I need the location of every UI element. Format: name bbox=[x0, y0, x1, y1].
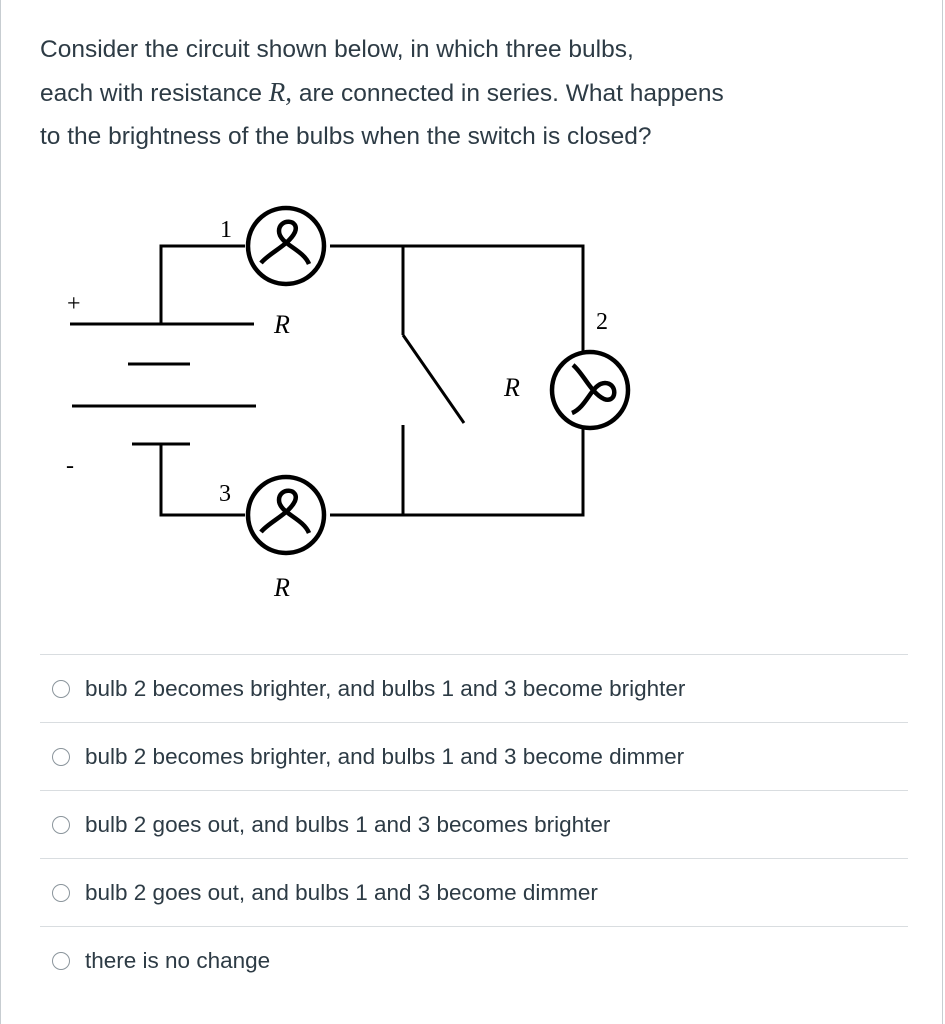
bulb-2-label: 2 bbox=[596, 309, 608, 335]
answer-option-1[interactable] bbox=[40, 654, 908, 722]
answer-option-5[interactable] bbox=[40, 926, 908, 994]
resistance-variable: R, bbox=[268, 77, 293, 107]
question-line-2 bbox=[40, 71, 900, 115]
answer-list bbox=[40, 654, 908, 994]
answer-radio-3[interactable] bbox=[52, 816, 70, 834]
answer-label-4: bulb 2 goes out, and bulbs 1 and 3 become dimmer bbox=[85, 879, 598, 905]
question-line-2-end: are connected in series. What happens bbox=[292, 80, 724, 107]
bulb-1-label: 1 bbox=[220, 217, 232, 243]
answer-radio-2[interactable] bbox=[52, 748, 70, 766]
bulb-1-resistance-label: R bbox=[274, 310, 290, 339]
answer-label-3: bulb 2 goes out, and bulbs 1 and 3 becomes brighter bbox=[85, 811, 611, 837]
wire-top-right bbox=[330, 246, 583, 363]
bulb-1 bbox=[248, 208, 324, 284]
bulb-3-resistance-label: R bbox=[274, 573, 290, 602]
question-line-2-start: each with resistance bbox=[40, 80, 269, 107]
answer-option-2[interactable] bbox=[40, 722, 908, 790]
question-line-3: to the brightness of the bulbs when the switch is closed? bbox=[40, 123, 652, 150]
answer-label-5: there is no change bbox=[85, 947, 271, 973]
question-line-1: Consider the circuit shown below, in which three bulbs, bbox=[40, 36, 634, 63]
switch-blade bbox=[403, 335, 464, 423]
answer-option-3[interactable] bbox=[40, 790, 908, 858]
answer-radio-1[interactable] bbox=[52, 680, 70, 698]
bulb-2-resistance-label: R bbox=[504, 373, 520, 402]
question-text bbox=[40, 28, 900, 158]
bulb-3-label: 3 bbox=[219, 481, 231, 507]
battery-minus-label: - bbox=[66, 453, 74, 479]
answer-label-2: bulb 2 becomes brighter, and bulbs 1 and 3 become dimmer bbox=[85, 743, 685, 769]
circuit-diagram bbox=[60, 195, 640, 615]
wire-bottom-left bbox=[161, 444, 245, 515]
answer-radio-5[interactable] bbox=[52, 952, 70, 970]
battery-plus-label: + bbox=[67, 291, 81, 317]
answer-label-1: bulb 2 becomes brighter, and bulbs 1 and 3 become brighter bbox=[85, 675, 686, 701]
wire-bottom-right bbox=[330, 427, 583, 515]
answer-option-4[interactable] bbox=[40, 858, 908, 926]
wire-top-left bbox=[161, 246, 245, 324]
answer-radio-4[interactable] bbox=[52, 884, 70, 902]
bulb-3 bbox=[248, 477, 324, 553]
bulb-2 bbox=[552, 352, 628, 428]
